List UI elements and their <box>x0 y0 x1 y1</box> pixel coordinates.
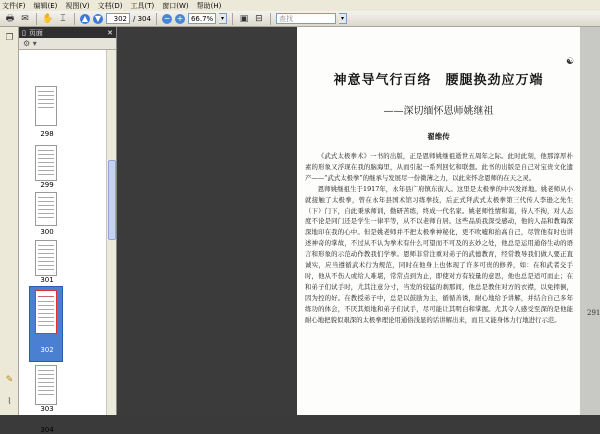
next-page-edge <box>580 27 600 415</box>
thumbnail-label: 298 <box>40 130 54 138</box>
thumbnail-text-line <box>38 174 54 175</box>
thumbnail-text-line <box>38 301 54 302</box>
zoom-dropdown-icon[interactable]: ▾ <box>219 13 227 24</box>
thumbnail-page-current[interactable] <box>35 290 57 334</box>
fit-page-icon[interactable]: ▣ <box>239 13 249 24</box>
menu-window[interactable]: 窗口(W) <box>162 1 189 10</box>
print-icon[interactable]: 🖶 <box>5 13 15 24</box>
pages-panel-title: 页面 <box>28 28 43 37</box>
thumbnail-text-line <box>38 213 54 214</box>
thumbnail-text-line <box>38 317 54 318</box>
thumbnail-text-line <box>38 91 54 92</box>
thumbnail-text-line <box>38 253 54 254</box>
thumbnail-text-line <box>38 166 54 167</box>
page-number-input[interactable]: 302 <box>106 13 130 24</box>
thumbnail-text-line <box>38 201 54 202</box>
thumbnail-label: 300 <box>40 228 54 236</box>
select-tool-icon[interactable]: ⌶ <box>60 13 66 24</box>
thumbnail-text-line <box>38 257 54 258</box>
pages-panel-title-wrap <box>22 28 43 38</box>
thumbnail-text-line <box>38 370 54 371</box>
thumbnail-label: 303 <box>40 405 54 413</box>
thumbnail-page[interactable] <box>35 192 57 226</box>
article-body <box>305 151 573 326</box>
thumbnail-text-line <box>38 154 54 155</box>
menu-bar <box>0 0 600 11</box>
prev-page-icon[interactable]: ▲ <box>81 13 89 23</box>
thumbnail-text-line <box>38 209 54 210</box>
thumbnail-label: 299 <box>40 181 54 189</box>
menu-view[interactable]: 视图(V) <box>65 1 90 10</box>
toolbar-divider <box>270 13 271 25</box>
thumbnail-text-line <box>38 107 54 108</box>
thumbnail-text-line <box>38 321 54 322</box>
thumbnail-text-line <box>38 305 54 306</box>
toolbar <box>0 11 600 27</box>
menu-help[interactable]: 帮助(H) <box>196 1 222 10</box>
thumbnail-page[interactable] <box>35 365 57 405</box>
email-icon[interactable]: ✉ <box>21 13 29 24</box>
thumbnail-scrollbar[interactable] <box>106 50 116 415</box>
thumbnail-text-line <box>38 249 54 250</box>
thumbnail-text-line <box>38 382 54 383</box>
zoom-in-icon[interactable]: + <box>176 13 184 23</box>
thumbnail-list[interactable] <box>19 50 107 434</box>
thumbnail-text-line <box>38 150 54 151</box>
menu-document[interactable]: 文档(D) <box>97 1 123 10</box>
zoom-out-icon[interactable]: − <box>163 13 171 23</box>
attachment-icon[interactable]: ⌇ <box>7 397 12 407</box>
zoom-input[interactable]: 66.7% <box>188 13 216 24</box>
search-dropdown-icon[interactable]: ▾ <box>339 13 347 24</box>
thumbnail-label: 301 <box>40 276 54 284</box>
toolbar-divider <box>156 13 157 25</box>
thumbnail-text-line <box>38 205 54 206</box>
pages-panel <box>19 27 117 434</box>
thumbnail-text-line <box>38 217 54 218</box>
thumbnail-label: 304 <box>40 426 54 434</box>
thumbnail-page[interactable] <box>35 145 57 181</box>
thumbnail-text-line <box>38 313 54 314</box>
thumbnail-text-line <box>38 378 54 379</box>
thumbnail-text-line <box>38 158 54 159</box>
comments-icon[interactable]: ✎ <box>5 375 14 385</box>
thumbnail-text-line <box>38 296 54 297</box>
article-title: 神意导气行百络 腰腿换劲应万端 <box>333 73 544 88</box>
next-page-icon[interactable]: ▼ <box>94 13 102 23</box>
thumbnail-text-line <box>38 374 54 375</box>
thumbnail-text-line <box>38 99 54 100</box>
article-paragraph: 恩师姚继祖生于1917年，永年县广府镇东街人。这里是太极拳的中兴发祥地。姚老师从小就接触了太极拳，曾在永年县国术馆习练拳技，后正式拜武式太极拳第三代传人李逊之先生（下）门下，自此秉承师训，勤研苦练，终成一代名家。姚老师性情和蔼，待人不拘，对人态度不论是同门还是学生一律平等，从不以老师自居。这些品质我深受感动，他的人品和教诲深深地印在我的心中。但是姚老师并不把太极拳神秘化，更不吹嘘和抬高自己，尽管他有时也讲述神奇的掌故，不过从不认为拳术有什么可望而不可及的玄妙之处，他总是运用通俗生动的语言和形象的示范动作教我们学拳。恩师非常注重对弟子的武德教育，经常教导我们做人要正直诚实，应当遵循武术行为规范，同时在他身上也体现了许多可贵的修养，如：在和武者交手时，他从不伤人或给人难堪，常常点到为止，即使对方有较量的意思，他也总是适可而止；在和弟子们试手时，尤其注意分寸，当发的较猛的刹那间，他总是教住对方的衣襟，以免摔倒，因为控的好。在教授弟子中，总是以鼓励为主，循循善诱，耐心地给予讲解，并结合自己多年练功的体会，不厌其烦地和弟子们试手，尽可能让其明白和掌握。尤其令人感受至深的是他能耐心地把貌似艰深的太极拳理论用通俗浅显的话讲解出来，而且又能身体力行地进行示范。 <box>305 184 573 324</box>
options-gear-icon[interactable]: ⚙ ▾ <box>23 39 37 48</box>
thumbnail-text-line <box>38 269 54 270</box>
panel-page-icon: ▯ <box>22 28 26 37</box>
thumbnail-text-line <box>38 390 54 391</box>
menu-tools[interactable]: 工具(T) <box>130 1 155 10</box>
thumbnail-text-line <box>38 265 54 266</box>
page-ornament-icon: ☯ <box>566 57 575 67</box>
scrollbar-thumb[interactable] <box>108 160 116 240</box>
side-page-number: 291 <box>587 309 600 317</box>
pages-icon[interactable]: ❐ <box>5 33 14 43</box>
thumbnail-page[interactable] <box>35 240 57 276</box>
hand-tool-icon[interactable]: ✋ <box>42 13 54 24</box>
navigation-strip <box>0 27 19 415</box>
thumbnail-text-line <box>38 325 54 326</box>
toolbar-divider <box>36 13 37 25</box>
thumbnail-text-line <box>38 245 54 246</box>
toolbar-divider <box>232 13 233 25</box>
thumbnail-text-line <box>38 261 54 262</box>
thumbnail-label: 302 <box>40 346 54 354</box>
pages-panel-header <box>19 27 116 38</box>
thumbnail-text-line <box>38 95 54 96</box>
thumbnail-page[interactable] <box>35 86 57 126</box>
pages-panel-options <box>19 38 116 50</box>
close-panel-icon[interactable]: ✕ <box>107 28 113 37</box>
toolbar-divider <box>74 13 75 25</box>
thumbnail-text-line <box>38 394 54 395</box>
thumbnail-text-line <box>38 103 54 104</box>
article-author: 翟维传 <box>427 132 450 141</box>
document-page <box>297 27 580 415</box>
thumbnail-text-line <box>38 197 54 198</box>
search-input[interactable]: 查找 <box>276 13 336 24</box>
article-subtitle: ——深切缅怀恩师姚继祖 <box>383 106 494 117</box>
page-total: / 304 <box>133 14 151 23</box>
thumbnail-text-line <box>38 162 54 163</box>
thumbnail-text-line <box>38 386 54 387</box>
document-area[interactable] <box>117 27 600 415</box>
menu-file[interactable]: 文件(F) <box>2 1 26 10</box>
article-paragraph: 《武式太极拳术》一书的出版，正是恩师姚继祖逝世五周年之际。此时此刻，他那淳厚朴素的形象又浮现在我的脑海里，从而引起一系列回忆和联想。此书的出版是自己对宝贵文化遗产——“武式太极拳”的继承与发展尽一份微薄之力，以此来怀念恩师的在天之灵。 <box>305 152 573 182</box>
menu-edit[interactable]: 编辑(E) <box>33 1 58 10</box>
thumbnail-text-line <box>38 309 54 310</box>
thumbnail-text-line <box>38 170 54 171</box>
fit-width-icon[interactable]: ⊟ <box>255 13 263 24</box>
